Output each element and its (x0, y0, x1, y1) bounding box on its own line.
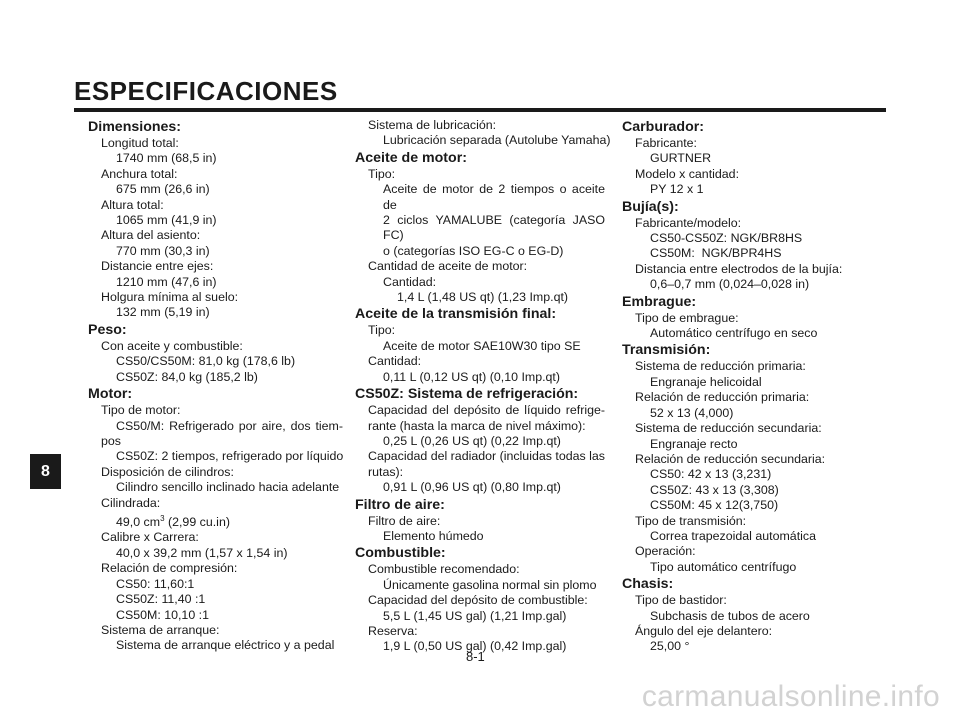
spec-value: 0,91 L (0,96 US qt) (0,80 Imp.qt) (383, 480, 561, 495)
spec-value: CS50M: NGK/BPR4HS (650, 246, 782, 261)
spec-value: pos (101, 433, 121, 448)
spec-value: 770 mm (30,3 in) (116, 243, 210, 258)
title-rule (74, 108, 886, 112)
spec-label: Tipo: (368, 323, 396, 338)
spec-value: CS50: 11,60:1 (116, 576, 195, 591)
section-heading-filtro: Filtro de aire: (355, 496, 445, 513)
spec-label: Modelo x cantidad: (635, 166, 740, 181)
spec-value: Aceite de motor de 2 tiempos o aceite de (383, 182, 605, 212)
spec-value: 25,00 ° (650, 639, 690, 654)
spec-label: Combustible recomendado: (368, 562, 520, 577)
spec-label: Ángulo del eje delantero: (635, 623, 773, 638)
spec-label: Sistema de reducción primaria: (635, 359, 806, 374)
spec-label: Capacidad del radiador (incluidas todas las (368, 449, 605, 464)
section-heading-combustible: Combustible: (355, 545, 446, 562)
spec-label: Fabricante: (635, 136, 697, 150)
spec-label: Capacidad del depósito de combustible: (368, 593, 588, 608)
displacement-value (88, 511, 343, 531)
spec-label: Sistema de arranque: (101, 622, 220, 637)
spec-value: Subchasis de tubos de acero (650, 608, 810, 623)
spec-label: Holgura mínima al suelo: (101, 290, 239, 305)
spec-label: Tipo: (368, 166, 396, 181)
column-3 (622, 118, 892, 655)
section-heading-dimensiones: Dimensiones: (88, 119, 182, 135)
spec-value: Engranaje recto (650, 436, 738, 451)
spec-label: Sistema de reducción secundaria: (635, 421, 822, 436)
displacement-imperial: (2,99 cu.in) (164, 515, 230, 530)
column-2 (355, 118, 611, 655)
spec-value: 2 ciclos YAMALUBE (categoría JASO FC) (383, 213, 605, 243)
spec-value: Aceite de motor SAE10W30 tipo SE (383, 338, 581, 353)
section-heading-carburador: Carburador: (622, 119, 704, 135)
section-heading-motor: Motor: (88, 386, 133, 403)
spec-value: Cilindro sencillo inclinado hacia adelante (116, 480, 340, 495)
spec-label: Longitud total: (101, 136, 179, 150)
spec-label: Con aceite y combustible: (101, 338, 243, 353)
spec-value: GURTNER (650, 151, 712, 166)
spec-value: Únicamente gasolina normal sin plomo (383, 577, 597, 592)
spec-value: CS50M: 10,10 :1 (116, 607, 209, 622)
spec-value: 0,25 L (0,26 US qt) (0,22 Imp.qt) (383, 433, 561, 448)
section-heading-aceite-motor: Aceite de motor: (355, 149, 467, 166)
spec-label: Cantidad: (383, 274, 437, 289)
spec-value: 1210 mm (47,6 in) (116, 274, 217, 289)
spec-value: 1740 mm (68,5 in) (116, 151, 217, 166)
spec-label: Tipo de transmisión: (635, 513, 747, 528)
section-heading-refrigeracion: CS50Z: Sistema de refrigeración: (355, 386, 579, 403)
spec-label: Fabricante/modelo: (635, 215, 742, 230)
spec-label: Operación: (635, 544, 696, 559)
displacement-exponent: 3 (160, 513, 165, 523)
spec-value: Engranaje helicoidal (650, 374, 762, 389)
spec-label: Calibre x Carrera: (101, 530, 199, 545)
spec-value: Correa trapezoidal automática (650, 528, 816, 543)
spec-label: rante (hasta la marca de nivel máximo): (368, 418, 586, 433)
spec-label: Relación de compresión: (101, 561, 238, 576)
spec-value: Elemento húmedo (383, 528, 484, 543)
spec-value: 1,4 L (1,48 US qt) (1,23 Imp.qt) (397, 290, 569, 305)
spec-value: CS50: 42 x 13 (3,231) (650, 467, 772, 482)
spec-label: Anchura total: (101, 166, 178, 181)
spec-label: Filtro de aire: (368, 513, 441, 528)
spec-value: CS50Z: 11,40 :1 (116, 592, 206, 607)
spec-label: Relación de reducción secundaria: (635, 451, 826, 466)
spec-value: 1065 mm (41,9 in) (116, 213, 217, 228)
spec-label: Tipo de bastidor: (635, 593, 727, 608)
section-heading-embrague: Embrague: (622, 293, 697, 310)
spec-label: Reserva: (368, 623, 418, 638)
spec-value: 5,5 L (1,45 US gal) (1,21 Imp.gal) (383, 608, 567, 623)
section-heading-peso: Peso: (88, 321, 127, 338)
page-number: 8-1 (466, 649, 485, 664)
spec-value: 0,6–0,7 mm (0,024–0,028 in) (650, 277, 810, 292)
spec-value: CS50/M: Refrigerado por aire, dos tiem- (116, 418, 343, 433)
watermark: carmanualsonline.info (641, 680, 940, 713)
section-heading-chasis: Chasis: (622, 576, 674, 593)
spec-label: Cilindrada: (101, 495, 161, 510)
spec-label: Cantidad: (368, 354, 422, 369)
spec-value: CS50M: 45 x 12(3,750) (650, 498, 779, 513)
spec-value: Lubricación separada (Autolube Yamaha) (383, 133, 611, 148)
spec-value: Tipo automático centrífugo (650, 559, 797, 574)
column-1 (88, 118, 343, 654)
spec-label: rutas): (368, 464, 404, 479)
spec-value: 1,9 L (0,50 US gal) (0,42 Imp.gal) (383, 639, 567, 654)
spec-value: o (categorías ISO EG-C o EG-D) (383, 243, 564, 258)
section-heading-aceite-transmision: Aceite de la transmisión final: (355, 306, 557, 323)
page-title: ESPECIFICACIONES (74, 76, 338, 106)
spec-label: Distancie entre ejes: (101, 259, 214, 274)
spec-value: 675 mm (26,6 in) (116, 182, 210, 197)
spec-label: Altura total: (101, 197, 164, 212)
spec-label: Capacidad del depósito de líquido refrige- (368, 403, 605, 418)
spec-label: Relación de reducción primaria: (635, 390, 810, 405)
spec-value: PY 12 x 1 (650, 182, 704, 197)
spec-value: CS50Z: 43 x 13 (3,308) (650, 482, 779, 497)
spec-value: Sistema de arranque eléctrico y a pedal (116, 638, 335, 653)
spec-label: Cantidad de aceite de motor: (368, 259, 528, 274)
spec-label: Tipo de motor: (101, 403, 181, 418)
spec-value: 40,0 x 39,2 mm (1,57 x 1,54 in) (116, 545, 288, 560)
spec-value: 0,11 L (0,12 US qt) (0,10 Imp.qt) (383, 369, 560, 384)
section-heading-transmision: Transmisión: (622, 342, 711, 359)
spec-value: CS50Z: 84,0 kg (185,2 lb) (116, 369, 258, 384)
spec-value: CS50-CS50Z: NGK/BR8HS (650, 231, 803, 246)
spec-value: CS50Z: 2 tiempos, refrigerado por líquido (116, 449, 344, 464)
spec-value: CS50/CS50M: 81,0 kg (178,6 lb) (116, 354, 296, 369)
section-heading-bujia: Bujía(s): (622, 198, 679, 215)
spec-label: Distancia entre electrodos de la bujía: (635, 261, 843, 276)
spec-value: 132 mm (5,19 in) (116, 305, 210, 320)
spec-label: Altura del asiento: (101, 228, 201, 243)
spec-label: Tipo de embrague: (635, 310, 739, 325)
spec-label: Disposición de cilindros: (101, 464, 234, 479)
spec-label: Sistema de lubricación: (368, 118, 497, 132)
displacement-number: 49,0 cm (116, 515, 161, 530)
chapter-tab: 8 (30, 454, 61, 489)
spec-value: Automático centrífugo en seco (650, 326, 818, 341)
spec-value: 52 x 13 (4,000) (650, 405, 734, 420)
